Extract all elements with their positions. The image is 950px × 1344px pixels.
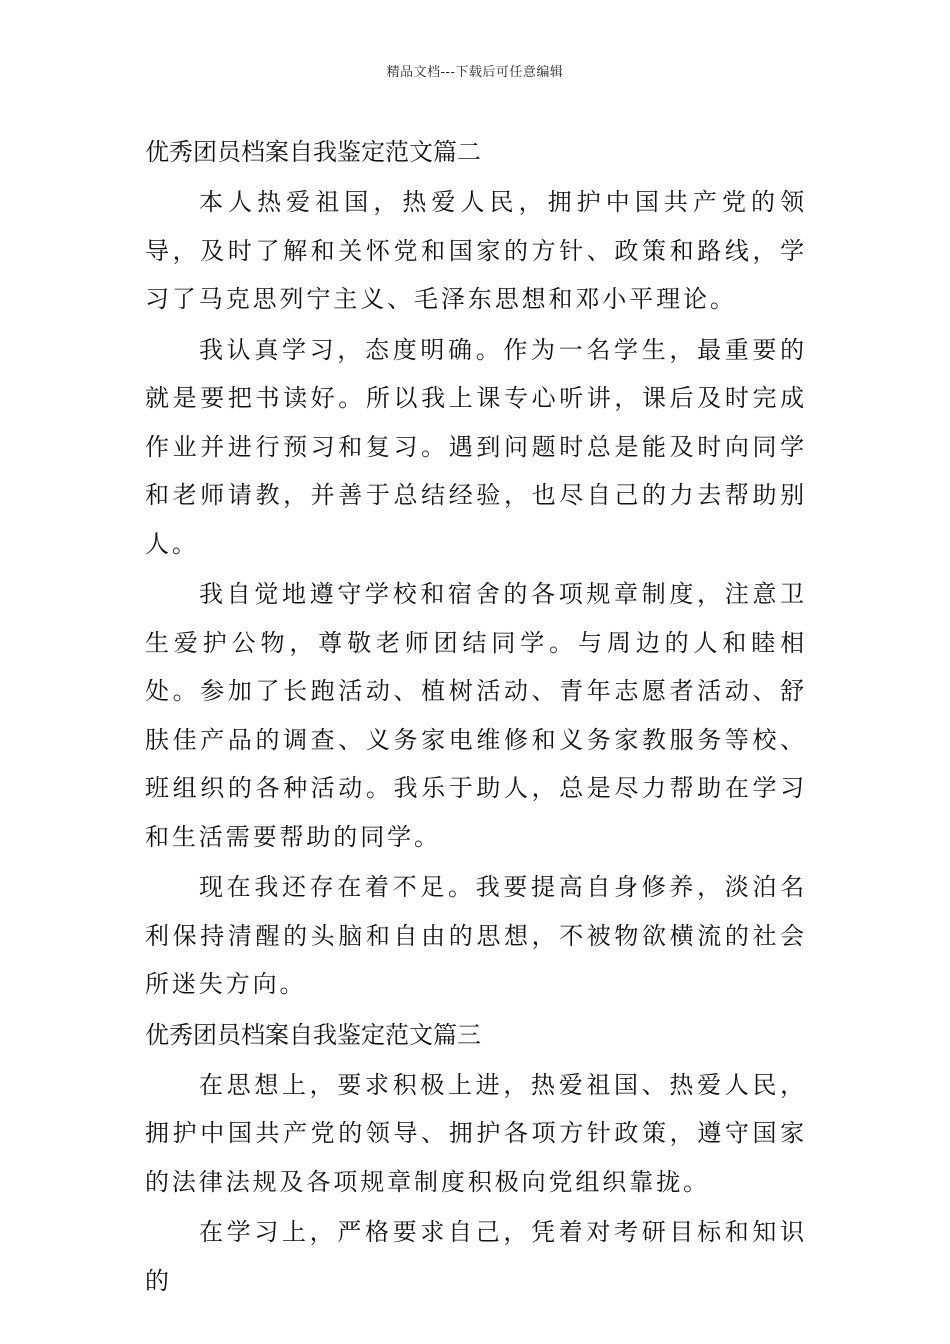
paragraph: 我自觉地遵守学校和宿舍的各项规章制度，注意卫生爱护公物，尊敬老师团结同学。与周边的人和睦相处。参加了长跑活动、植树活动、青年志愿者活动、舒肤佳产品的调查、义务家电维修和义务家教服务等校、班组织的各种活动。我乐于助人，总是尽力帮助在学习和生活需要帮助的同学。 bbox=[145, 580, 807, 851]
paragraph: 我认真学习，态度明确。作为一名学生，最重要的就是要把书读好。所以我上课专心听讲，课后及时完成作业并进行预习和复习。遇到问题时总是能及时向同学和老师请教，并善于总结经验，也尽自己的力去帮助别人。 bbox=[145, 335, 807, 558]
paragraph: 在思想上，要求积极上进，热爱祖国、热爱人民，拥护中国共产党的领导、拥护各项方针政策，遵守国家的法律法规及各项规章制度积极向党组织靠拢。 bbox=[145, 1070, 807, 1196]
paragraph: 本人热爱祖国，热爱人民，拥护中国共产党的领导，及时了解和关怀党和国家的方针、政策和路线，学习了马克思列宁主义、毛泽东思想和邓小平理论。 bbox=[145, 188, 807, 313]
section-title-3: 优秀团员档案自我鉴定范文篇三 bbox=[145, 1020, 481, 1049]
section-title-2: 优秀团员档案自我鉴定范文篇二 bbox=[145, 138, 481, 166]
document-body bbox=[145, 128, 807, 1305]
page-header: 精品文档---下载后可任意编辑 bbox=[386, 65, 564, 80]
paragraph: 在学习上，严格要求自己，凭着对考研目标和知识的 bbox=[145, 1218, 807, 1295]
paragraph: 现在我还存在着不足。我要提高自身修养，淡泊名利保持清醒的头脑和自由的思想，不被物欲横流的社会所迷失方向。 bbox=[145, 873, 807, 998]
